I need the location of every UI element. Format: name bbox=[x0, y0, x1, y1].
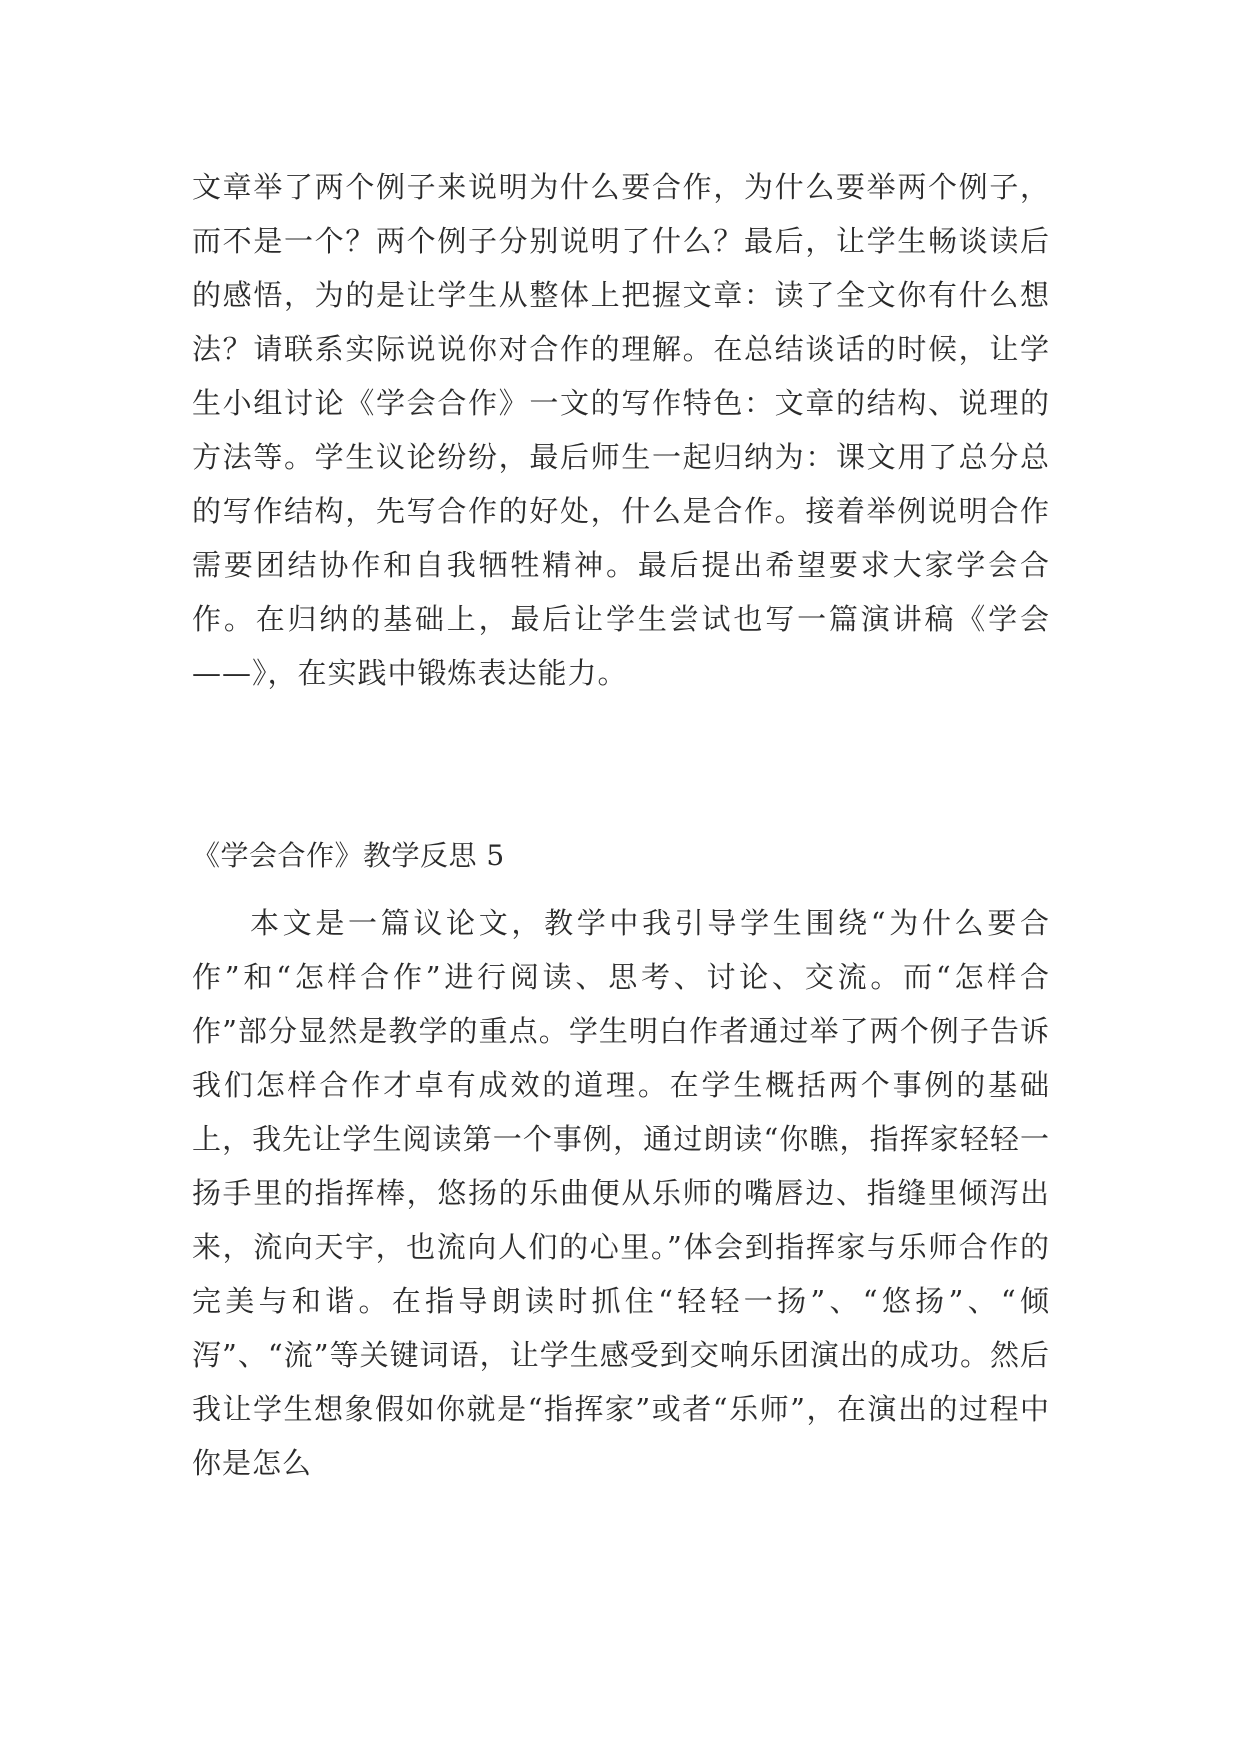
paragraph-1-text: 文章举了两个例子来说明为什么要合作，为什么要举两个例子，而不是一个？两个例子分别说明了什么？最后，让学生畅谈读后的感悟，为的是让学生从整体上把握文章：读了全文你有什么想法？请联系实际说说你对合作的理解。在总结谈话的时候，让学生小组讨论《学会合作》一文的写作特色：文章的结构、说理的方法等。学生议论纷纷，最后师生一起归纳为：课文用了总分总的写作结构，先写合作的好处，什么是合作。接着举例说明合作需要团结协作和自我牺牲精神。最后提出希望要求大家学会合作。在归纳的基础上，最后让学生尝试也写一篇演讲稿《学会——》，在实践中锻炼表达能力。 bbox=[192, 170, 1050, 690]
section-heading: 《学会合作》教学反思 5 bbox=[192, 839, 505, 872]
paragraph-2-text: 本文是一篇议论文，教学中我引导学生围绕“为什么要合作”和“怎样合作”进行阅读、思考、讨论、交流。而“怎样合作”部分显然是教学的重点。学生明白作者通过举了两个例子告诉我们怎样合作才卓有成效的道理。在学生概括两个事例的基础上，我先让学生阅读第一个事例，通过朗读“你瞧，指挥家轻轻一扬手里的指挥棒，悠扬的乐曲便从乐师的嘴唇边、指缝里倾泻出来，流向天宇，也流向人们的心里。”体会到指挥家与乐师合作的完美与和谐。在指导朗读时抓住“轻轻一扬”、“悠扬”、“倾泻”、“流”等关键词语，让学生感受到交响乐团演出的成功。然后我让学生想象假如你就是“指挥家”或者“乐师”，在演出的过程中你是怎么 bbox=[192, 906, 1050, 1480]
paragraph-2 bbox=[192, 896, 1050, 1490]
paragraph-1 bbox=[192, 160, 1050, 700]
